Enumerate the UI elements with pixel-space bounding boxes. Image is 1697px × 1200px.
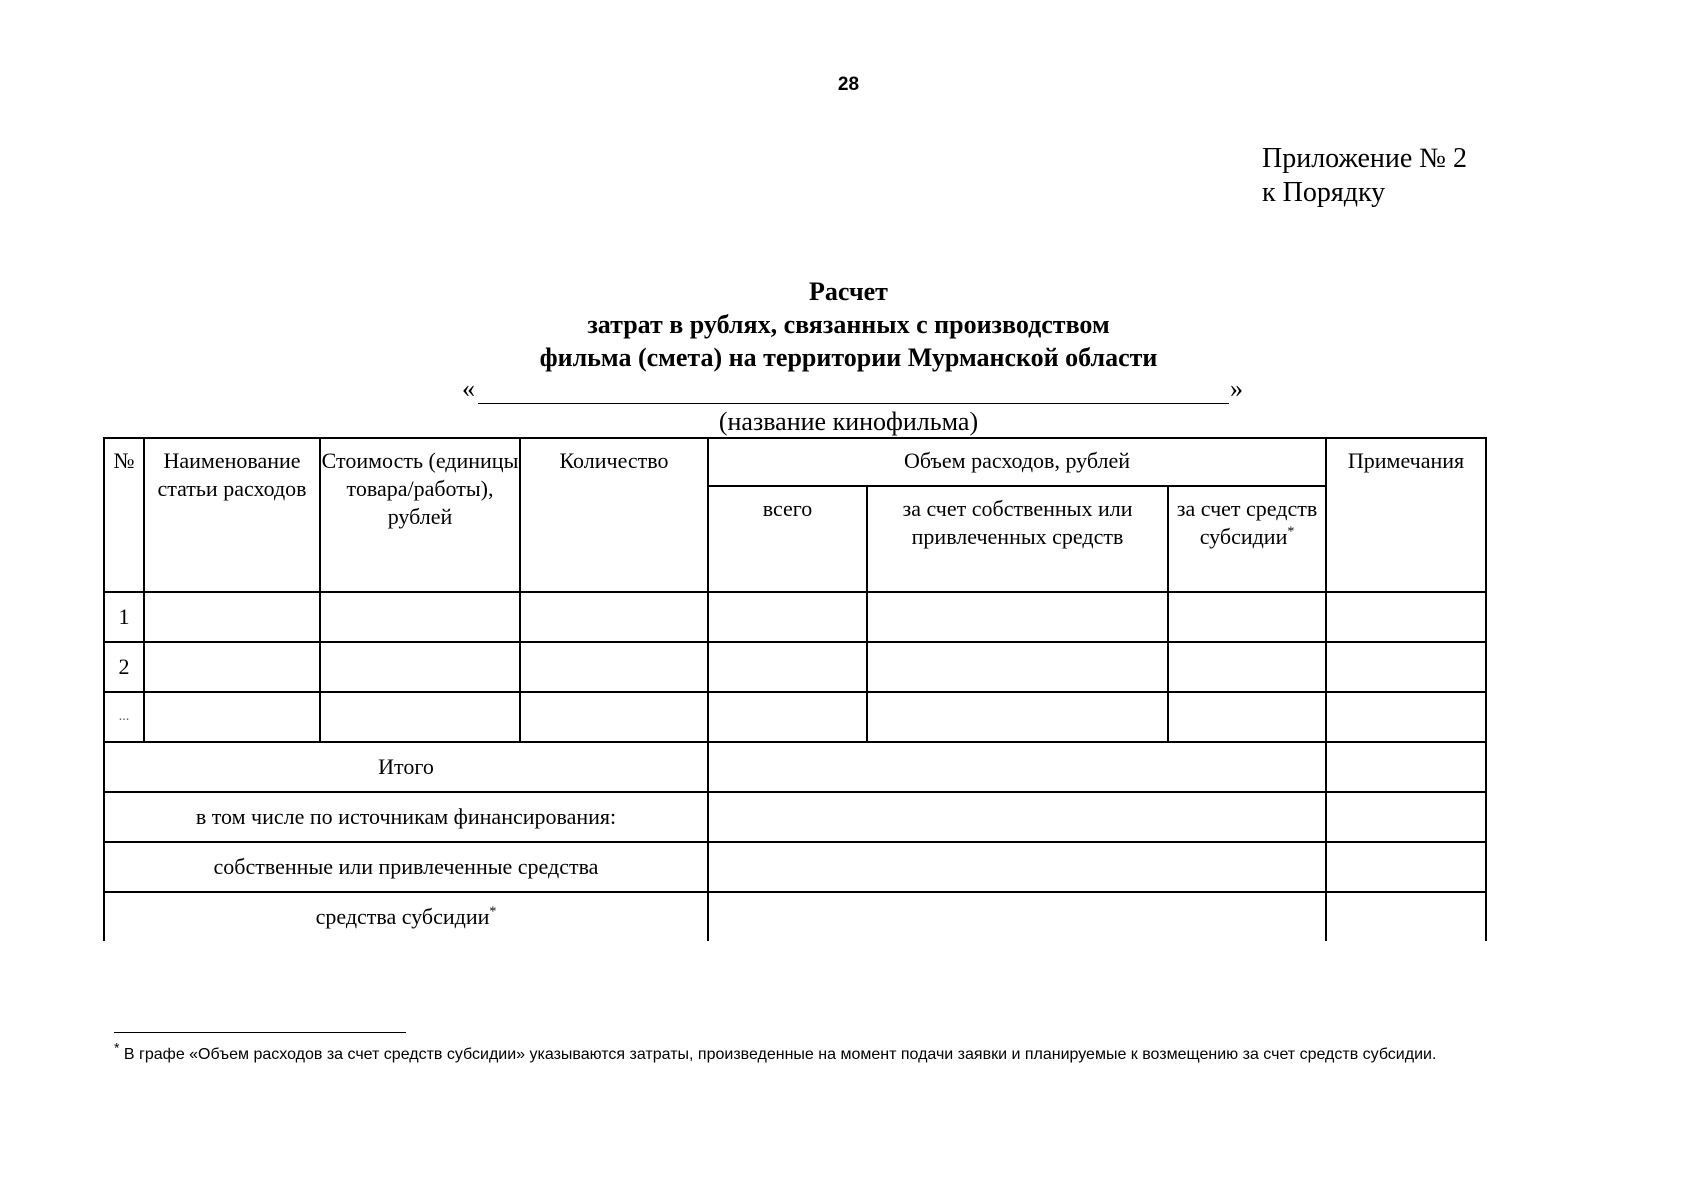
header-notes: Примечания <box>1326 438 1486 592</box>
summary-notes-sources <box>1326 792 1486 842</box>
header-unit-cost: Стоимость (единицы товара/работы), рублей <box>320 438 520 592</box>
row-number: ... <box>104 692 144 742</box>
summary-label-own-funds: собственные или привлеченные средства <box>104 842 708 892</box>
header-quantity: Количество <box>520 438 708 592</box>
summary-row-subsidy <box>104 892 1486 941</box>
title-line-3: фильма (смета) на территории Мурманской области <box>539 343 1158 372</box>
header-item-name: Наименование статьи расходов <box>144 438 320 592</box>
title-line-2: затрат в рублях, связанных с производством <box>587 310 1110 339</box>
header-own-funds: за счет собственных или привлеченных средств <box>867 486 1168 592</box>
footnote <box>114 1039 1590 1067</box>
header-num: № <box>104 438 144 592</box>
table-cell <box>144 642 320 692</box>
summary-notes-own-funds <box>1326 842 1486 892</box>
table-row <box>104 592 1486 642</box>
summary-label-subsidy: средства субсидии* <box>104 892 708 941</box>
header-total: всего <box>708 486 867 592</box>
summary-row-sources <box>104 792 1486 842</box>
table-cell <box>1168 692 1326 742</box>
row-number: 1 <box>104 592 144 642</box>
summary-notes-total <box>1326 742 1486 792</box>
table-cell <box>708 642 867 692</box>
table-cell <box>320 592 520 642</box>
estimate-table <box>103 437 1487 941</box>
table-cell <box>144 692 320 742</box>
film-name-caption: (название кинофильма) <box>718 407 979 436</box>
table-cell <box>867 642 1168 692</box>
appendix-line-2: к Порядку <box>1262 177 1386 208</box>
title-line-1: Расчет <box>809 277 888 306</box>
open-quote: « <box>462 374 475 403</box>
table-cell <box>520 592 708 642</box>
footnote-text: В графе «Объем расходов за счет средств субсидии» указываются затраты, произведенные на момент подачи заявки и планируемые к возмещению за счет средств субсидии. <box>119 1046 1437 1063</box>
document-title <box>0 275 1697 374</box>
summary-value-own-funds <box>708 842 1326 892</box>
summary-label-total: Итого <box>104 742 708 792</box>
summary-value-subsidy <box>708 892 1326 941</box>
header-expense-volume: Объем расходов, рублей <box>708 438 1326 486</box>
table-cell <box>520 692 708 742</box>
table-cell <box>520 642 708 692</box>
table-cell <box>320 642 520 692</box>
footnote-mark: * <box>114 1039 120 1056</box>
summary-label-sources: в том числе по источникам финансирования: <box>104 792 708 842</box>
row-number: 2 <box>104 642 144 692</box>
asterisk-mark: * <box>1287 524 1295 540</box>
summary-value-total <box>708 742 1326 792</box>
close-quote: » <box>1230 374 1243 403</box>
table-cell <box>144 592 320 642</box>
table-cell <box>1168 642 1326 692</box>
table-row <box>104 642 1486 692</box>
footnote-divider <box>114 1032 406 1033</box>
table-cell <box>1326 642 1486 692</box>
appendix-reference <box>1262 142 1467 210</box>
film-name-underline <box>478 403 1229 404</box>
header-subsidy: за счет средств субсидии* <box>1168 486 1326 592</box>
table-cell <box>867 592 1168 642</box>
summary-value-sources <box>708 792 1326 842</box>
summary-row-own-funds <box>104 842 1486 892</box>
appendix-line-1: Приложение № 2 <box>1262 143 1467 174</box>
table-cell <box>708 692 867 742</box>
asterisk-mark: * <box>489 904 497 920</box>
summary-notes-subsidy <box>1326 892 1486 941</box>
page-number: 28 <box>837 74 860 95</box>
table-cell <box>708 592 867 642</box>
header-row <box>104 438 1486 486</box>
table-cell <box>320 692 520 742</box>
table-cell <box>1326 592 1486 642</box>
table-cell <box>1326 692 1486 742</box>
table-cell <box>1168 592 1326 642</box>
summary-row-total <box>104 742 1486 792</box>
table-cell <box>867 692 1168 742</box>
table-row <box>104 692 1486 742</box>
